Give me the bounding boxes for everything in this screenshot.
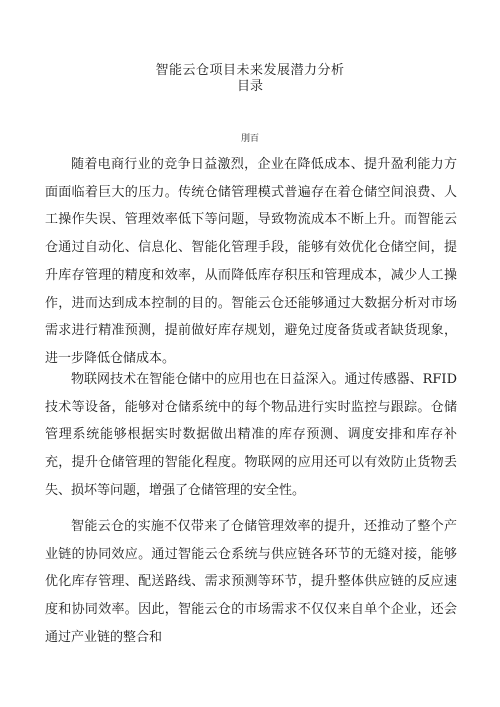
section-heading: 刖百 [240, 134, 259, 144]
body-paragraph-1: 随着电商行业的竞争日益激烈，企业在降低成本、提升盈利能力方面面临着巨大的压力。传统仓储管理模式普遍存在着仓储空间浪费、人工操作失误、管理效率低下等问题，导致物流成本不断上升。而智能云仓通过自动化、信息化、智能化管理手段，能够有效优化仓储空间，提升库存管理的精度和效率，从而降低库存积压和管理成本，减少人工操作，进而达到成本控制的目的。智能云仓还能够通过大数据分析对市场需求进行精准预测，提前做好库存规划，避免过度备货或者缺货现象，进一步降低仓储成本。 [45, 157, 457, 366]
body-paragraph-3: 智能云仓的实施不仅带来了仓储管理效率的提升，还推动了整个产业链的协同效应。通过智能云仓系统与供应链各环节的无缝对接，能够优化库存管理、配送路线、需求预测等环节，提升整体供应链的反应速度和协同效率。因此，智能云仓的市场需求不仅仅来自单个企业，还会通过产业链的整合和 [45, 519, 457, 645]
body-paragraph-2: 物联网技术在智能仓储中的应用也在日益深入。通过传感器、RFID技术等设备，能够对仓储系统中的每个物品进行实时监控与跟踪。仓储管理系统能够根据实时数据做出精准的库存预测、调度安排和库存补充，提升仓储管理的智能化程度。物联网的应用还可以有效防止货物丢失、损坏等问题，增强了仓储管理的安全性。 [45, 372, 457, 498]
document-title: 智能云仓项目未来发展潜力分析 [155, 63, 345, 78]
table-of-contents-label: 目录 [236, 79, 263, 94]
